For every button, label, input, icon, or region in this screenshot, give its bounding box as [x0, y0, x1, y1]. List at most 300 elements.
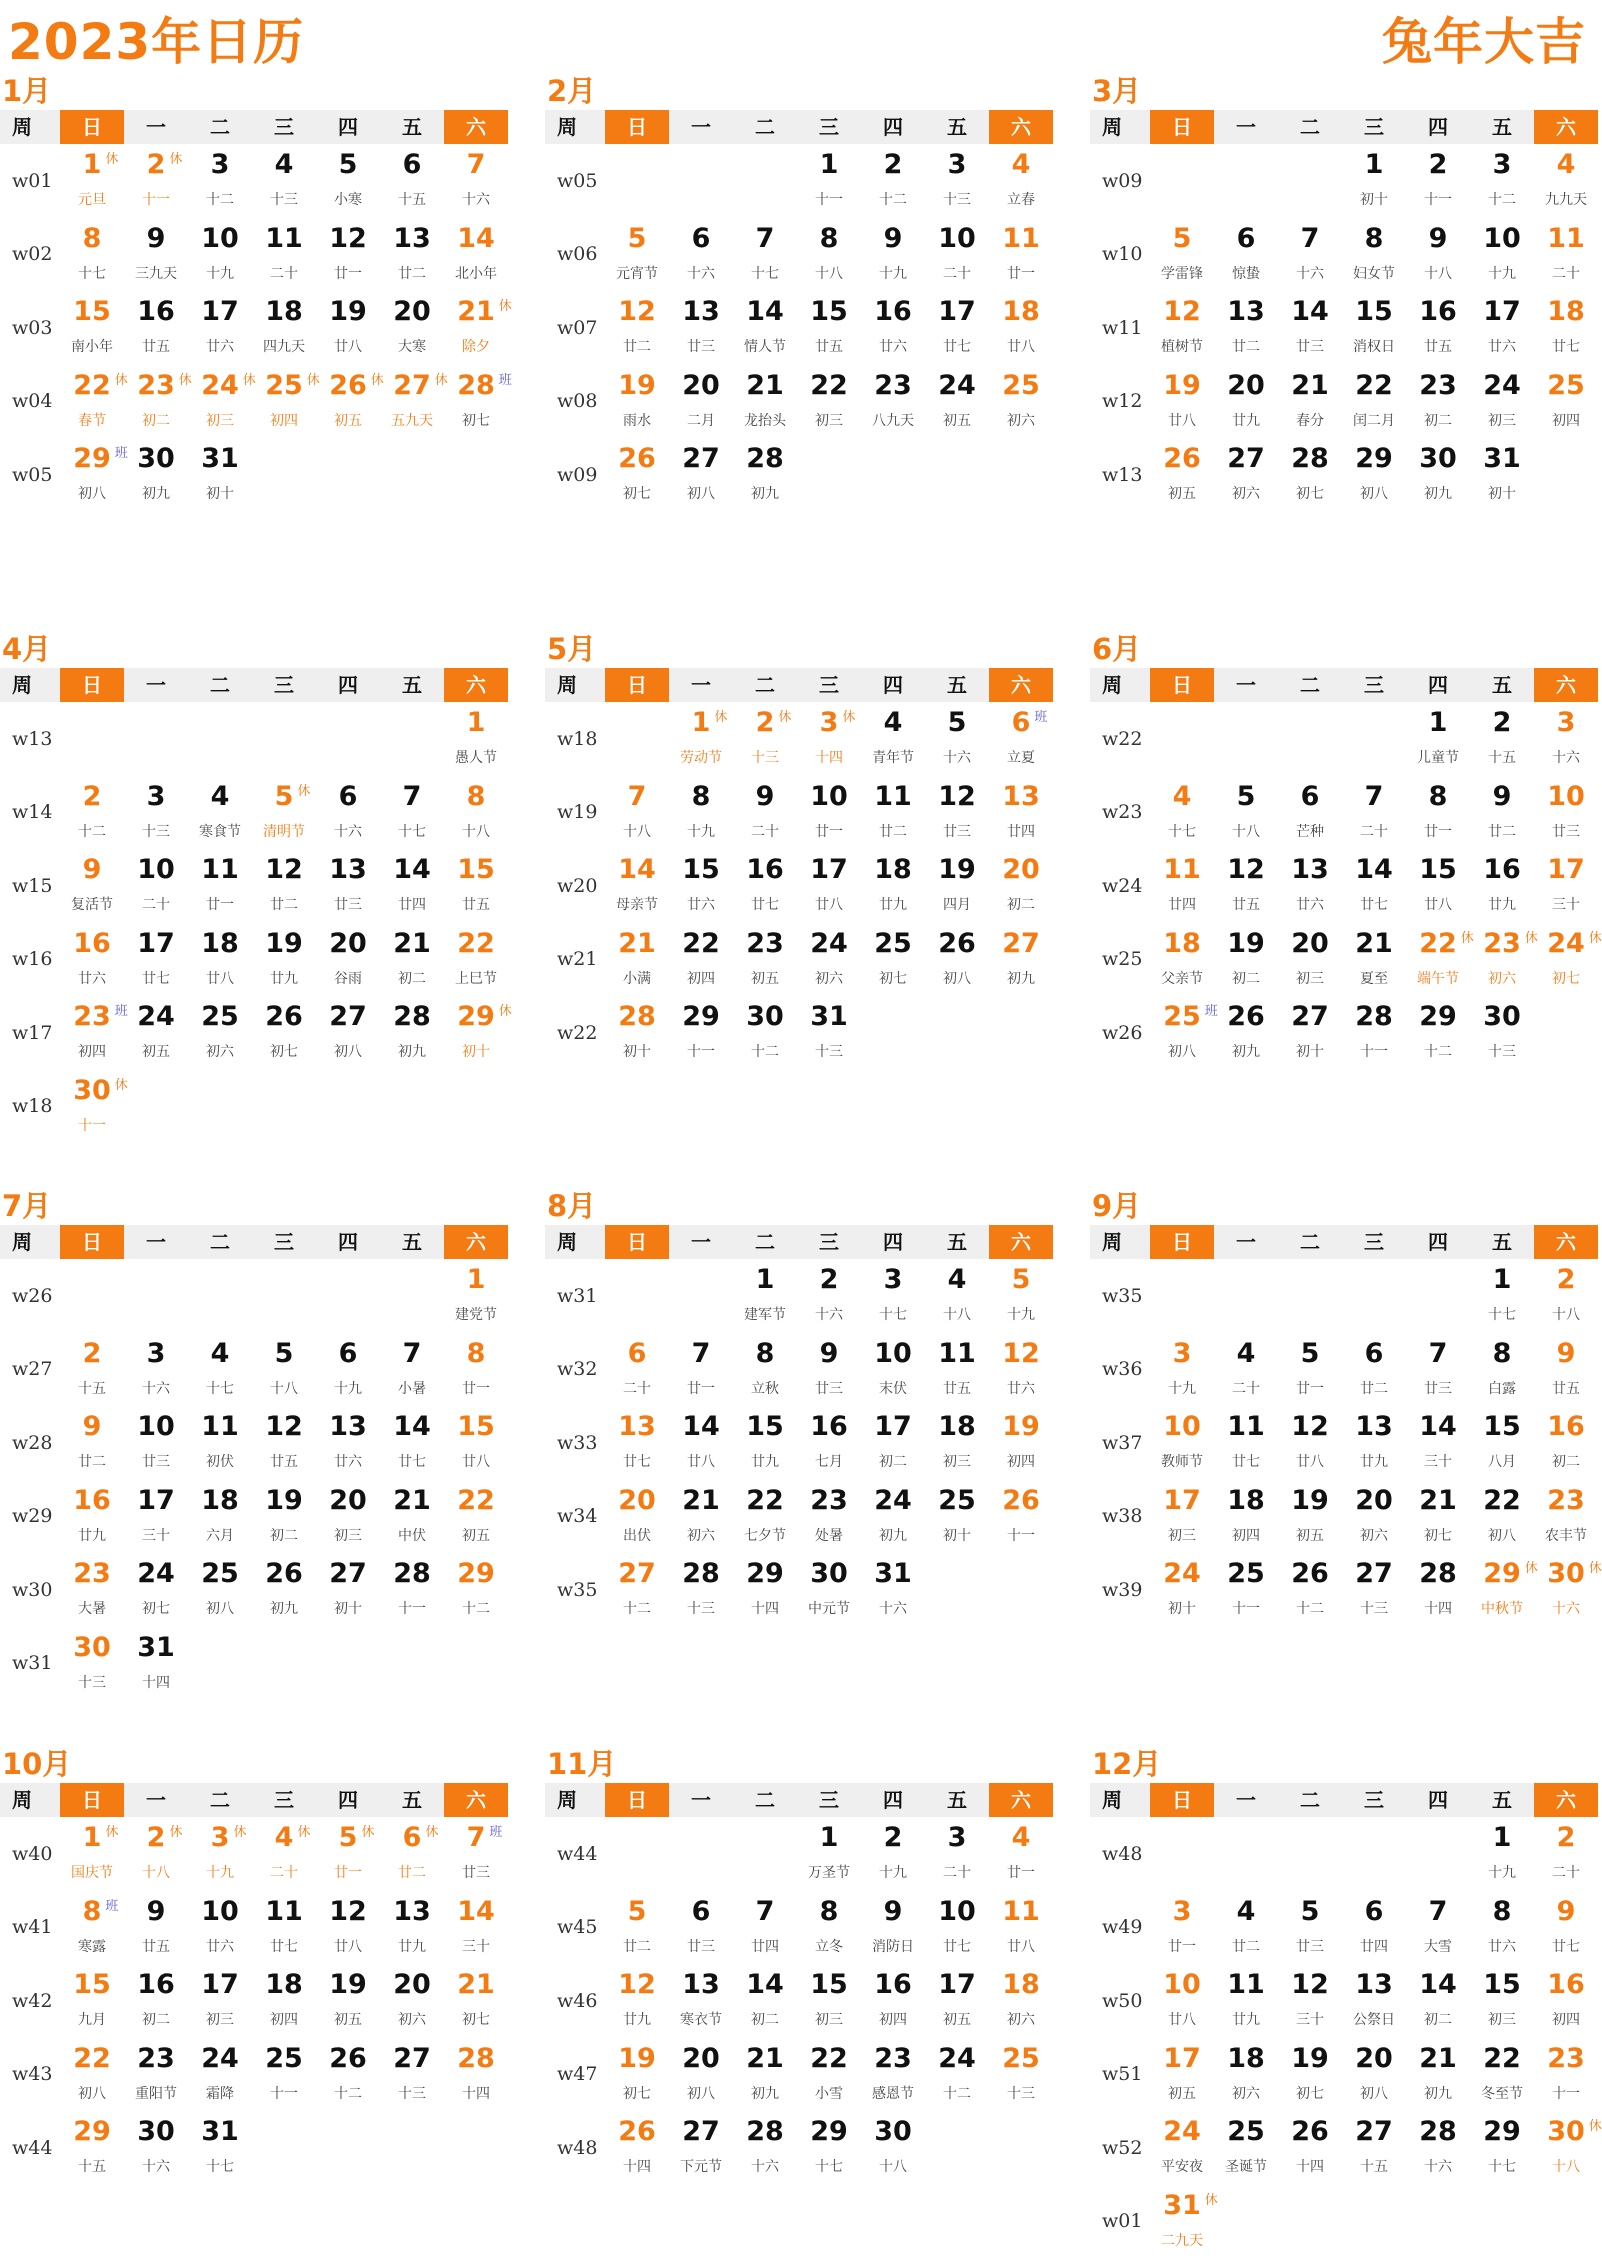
- day-cell[interactable]: [1150, 776, 1214, 850]
- day-cell[interactable]: [1406, 1480, 1470, 1554]
- day-cell[interactable]: [925, 1891, 989, 1965]
- day-cell[interactable]: [252, 365, 320, 439]
- day-cell[interactable]: [124, 1891, 188, 1965]
- day-cell[interactable]: [605, 218, 669, 292]
- day-cell[interactable]: [380, 1333, 444, 1407]
- day-cell[interactable]: [124, 1553, 188, 1627]
- day-cell[interactable]: [1534, 1817, 1598, 1891]
- day-cell[interactable]: [733, 1553, 797, 1627]
- day-cell[interactable]: [797, 849, 861, 923]
- day-cell[interactable]: [1470, 365, 1534, 439]
- day-cell[interactable]: [1214, 996, 1278, 1070]
- day-cell[interactable]: [1150, 1406, 1214, 1480]
- day-cell[interactable]: [925, 1333, 989, 1407]
- day-cell[interactable]: [925, 923, 989, 997]
- day-cell[interactable]: [60, 1553, 124, 1627]
- day-cell[interactable]: [733, 1333, 797, 1407]
- day-cell[interactable]: [1150, 996, 1218, 1070]
- day-cell[interactable]: [1470, 923, 1538, 997]
- day-cell[interactable]: [861, 1480, 925, 1554]
- day-cell[interactable]: [1150, 1333, 1214, 1407]
- day-cell[interactable]: [124, 996, 188, 1070]
- day-cell[interactable]: [60, 1333, 124, 1407]
- day-cell[interactable]: [1214, 2038, 1278, 2112]
- day-cell[interactable]: [669, 291, 733, 365]
- day-cell[interactable]: [669, 2038, 733, 2112]
- day-cell[interactable]: [380, 1817, 444, 1891]
- day-cell[interactable]: [1470, 702, 1534, 776]
- day-cell[interactable]: [188, 923, 252, 997]
- day-cell[interactable]: [60, 438, 128, 512]
- day-cell[interactable]: [316, 923, 380, 997]
- day-cell[interactable]: [380, 923, 444, 997]
- day-cell[interactable]: [1278, 923, 1342, 997]
- day-cell[interactable]: [1150, 2111, 1214, 2185]
- day-cell[interactable]: [669, 923, 733, 997]
- day-cell[interactable]: [797, 2111, 861, 2185]
- day-cell[interactable]: [60, 1627, 124, 1701]
- day-cell[interactable]: [669, 438, 733, 512]
- day-cell[interactable]: [1150, 1891, 1214, 1965]
- day-cell[interactable]: [1278, 2038, 1342, 2112]
- day-cell[interactable]: [124, 1480, 188, 1554]
- day-cell[interactable]: [669, 1964, 733, 2038]
- day-cell[interactable]: [188, 438, 252, 512]
- day-cell[interactable]: [605, 291, 669, 365]
- day-cell[interactable]: [252, 1817, 316, 1891]
- day-cell[interactable]: [1342, 1964, 1406, 2038]
- day-cell[interactable]: [1406, 144, 1470, 218]
- day-cell[interactable]: [188, 1480, 252, 1554]
- day-cell[interactable]: [1214, 1964, 1278, 2038]
- day-cell[interactable]: [605, 1480, 669, 1554]
- day-cell[interactable]: [1406, 1964, 1470, 2038]
- day-cell[interactable]: [444, 1406, 508, 1480]
- day-cell[interactable]: [316, 1406, 380, 1480]
- day-cell[interactable]: [1534, 1480, 1598, 1554]
- day-cell[interactable]: [60, 776, 124, 850]
- day-cell[interactable]: [1534, 291, 1598, 365]
- day-cell[interactable]: [861, 218, 925, 292]
- day-cell[interactable]: [925, 1406, 989, 1480]
- day-cell[interactable]: [1534, 923, 1602, 997]
- day-cell[interactable]: [669, 1553, 733, 1627]
- day-cell[interactable]: [797, 923, 861, 997]
- day-cell[interactable]: [252, 218, 316, 292]
- day-cell[interactable]: [605, 438, 669, 512]
- day-cell[interactable]: [316, 218, 380, 292]
- day-cell[interactable]: [1534, 144, 1598, 218]
- day-cell[interactable]: [669, 849, 733, 923]
- day-cell[interactable]: [1214, 1406, 1278, 1480]
- day-cell[interactable]: [733, 1964, 797, 2038]
- day-cell[interactable]: [861, 1891, 925, 1965]
- day-cell[interactable]: [1406, 1891, 1470, 1965]
- day-cell[interactable]: [316, 1553, 380, 1627]
- day-cell[interactable]: [989, 1964, 1053, 2038]
- day-cell[interactable]: [252, 1406, 316, 1480]
- day-cell[interactable]: [1278, 218, 1342, 292]
- day-cell[interactable]: [605, 776, 669, 850]
- day-cell[interactable]: [1534, 702, 1598, 776]
- day-cell[interactable]: [605, 2038, 669, 2112]
- day-cell[interactable]: [925, 144, 989, 218]
- day-cell[interactable]: [188, 1817, 252, 1891]
- day-cell[interactable]: [1342, 218, 1406, 292]
- day-cell[interactable]: [1342, 365, 1406, 439]
- day-cell[interactable]: [797, 1891, 861, 1965]
- day-cell[interactable]: [60, 996, 128, 1070]
- day-cell[interactable]: [1406, 2111, 1470, 2185]
- day-cell[interactable]: [1214, 1891, 1278, 1965]
- day-cell[interactable]: [1342, 1891, 1406, 1965]
- day-cell[interactable]: [444, 365, 512, 439]
- day-cell[interactable]: [1470, 438, 1534, 512]
- day-cell[interactable]: [733, 1480, 797, 1554]
- day-cell[interactable]: [124, 2111, 188, 2185]
- day-cell[interactable]: [925, 1817, 989, 1891]
- day-cell[interactable]: [380, 996, 444, 1070]
- day-cell[interactable]: [252, 776, 316, 850]
- day-cell[interactable]: [380, 1964, 444, 2038]
- day-cell[interactable]: [989, 1817, 1053, 1891]
- day-cell[interactable]: [60, 144, 124, 218]
- day-cell[interactable]: [605, 2111, 669, 2185]
- day-cell[interactable]: [797, 1553, 861, 1627]
- day-cell[interactable]: [124, 1333, 188, 1407]
- day-cell[interactable]: [1278, 1553, 1342, 1627]
- day-cell[interactable]: [380, 291, 444, 365]
- day-cell[interactable]: [316, 1333, 380, 1407]
- day-cell[interactable]: [60, 365, 128, 439]
- day-cell[interactable]: [124, 365, 192, 439]
- day-cell[interactable]: [733, 218, 797, 292]
- day-cell[interactable]: [733, 2111, 797, 2185]
- day-cell[interactable]: [861, 1406, 925, 1480]
- day-cell[interactable]: [444, 1333, 508, 1407]
- day-cell[interactable]: [605, 1333, 669, 1407]
- day-cell[interactable]: [1278, 1333, 1342, 1407]
- day-cell[interactable]: [1470, 1406, 1534, 1480]
- day-cell[interactable]: [925, 2038, 989, 2112]
- day-cell[interactable]: [252, 1964, 316, 2038]
- day-cell[interactable]: [797, 2038, 861, 2112]
- day-cell[interactable]: [861, 1553, 925, 1627]
- day-cell[interactable]: [1406, 702, 1470, 776]
- day-cell[interactable]: [1342, 849, 1406, 923]
- day-cell[interactable]: [797, 144, 861, 218]
- day-cell[interactable]: [1470, 849, 1534, 923]
- day-cell[interactable]: [797, 996, 861, 1070]
- day-cell[interactable]: [124, 1406, 188, 1480]
- day-cell[interactable]: [797, 1964, 861, 2038]
- day-cell[interactable]: [316, 1891, 380, 1965]
- day-cell[interactable]: [60, 1817, 124, 1891]
- day-cell[interactable]: [1470, 1964, 1534, 2038]
- day-cell[interactable]: [1470, 996, 1534, 1070]
- day-cell[interactable]: [1278, 2111, 1342, 2185]
- day-cell[interactable]: [733, 776, 797, 850]
- day-cell[interactable]: [797, 776, 861, 850]
- day-cell[interactable]: [989, 923, 1053, 997]
- day-cell[interactable]: [1342, 144, 1406, 218]
- day-cell[interactable]: [380, 849, 444, 923]
- day-cell[interactable]: [925, 1480, 989, 1554]
- day-cell[interactable]: [989, 849, 1053, 923]
- day-cell[interactable]: [989, 1480, 1053, 1554]
- day-cell[interactable]: [1534, 218, 1598, 292]
- day-cell[interactable]: [733, 702, 797, 776]
- day-cell[interactable]: [380, 218, 444, 292]
- day-cell[interactable]: [797, 218, 861, 292]
- day-cell[interactable]: [380, 1553, 444, 1627]
- day-cell[interactable]: [1470, 2111, 1534, 2185]
- day-cell[interactable]: [1534, 2111, 1602, 2185]
- day-cell[interactable]: [1150, 438, 1214, 512]
- day-cell[interactable]: [1342, 1480, 1406, 1554]
- day-cell[interactable]: [861, 144, 925, 218]
- day-cell[interactable]: [1470, 776, 1534, 850]
- day-cell[interactable]: [669, 218, 733, 292]
- day-cell[interactable]: [124, 1817, 188, 1891]
- day-cell[interactable]: [733, 1406, 797, 1480]
- day-cell[interactable]: [1470, 1891, 1534, 1965]
- day-cell[interactable]: [60, 923, 124, 997]
- day-cell[interactable]: [1150, 365, 1214, 439]
- day-cell[interactable]: [188, 996, 252, 1070]
- day-cell[interactable]: [1278, 438, 1342, 512]
- day-cell[interactable]: [925, 218, 989, 292]
- day-cell[interactable]: [1470, 291, 1534, 365]
- day-cell[interactable]: [669, 996, 733, 1070]
- day-cell[interactable]: [861, 291, 925, 365]
- day-cell[interactable]: [925, 1259, 989, 1333]
- day-cell[interactable]: [1342, 2038, 1406, 2112]
- day-cell[interactable]: [925, 1964, 989, 2038]
- day-cell[interactable]: [444, 144, 508, 218]
- day-cell[interactable]: [188, 144, 252, 218]
- day-cell[interactable]: [605, 1406, 669, 1480]
- day-cell[interactable]: [444, 1480, 508, 1554]
- day-cell[interactable]: [1406, 218, 1470, 292]
- day-cell[interactable]: [1150, 923, 1214, 997]
- day-cell[interactable]: [124, 849, 188, 923]
- day-cell[interactable]: [1406, 923, 1474, 997]
- day-cell[interactable]: [252, 849, 316, 923]
- day-cell[interactable]: [669, 776, 733, 850]
- day-cell[interactable]: [1214, 1333, 1278, 1407]
- day-cell[interactable]: [1278, 291, 1342, 365]
- day-cell[interactable]: [1342, 1553, 1406, 1627]
- day-cell[interactable]: [1278, 1964, 1342, 2038]
- day-cell[interactable]: [188, 291, 252, 365]
- day-cell[interactable]: [989, 1891, 1053, 1965]
- day-cell[interactable]: [797, 702, 861, 776]
- day-cell[interactable]: [1470, 144, 1534, 218]
- day-cell[interactable]: [1406, 365, 1470, 439]
- day-cell[interactable]: [989, 2038, 1053, 2112]
- day-cell[interactable]: [1534, 1333, 1598, 1407]
- day-cell[interactable]: [733, 365, 797, 439]
- day-cell[interactable]: [124, 291, 188, 365]
- day-cell[interactable]: [1534, 365, 1598, 439]
- day-cell[interactable]: [1406, 776, 1470, 850]
- day-cell[interactable]: [1214, 291, 1278, 365]
- day-cell[interactable]: [989, 291, 1053, 365]
- day-cell[interactable]: [605, 1553, 669, 1627]
- day-cell[interactable]: [1214, 365, 1278, 439]
- day-cell[interactable]: [797, 1480, 861, 1554]
- day-cell[interactable]: [605, 365, 669, 439]
- day-cell[interactable]: [316, 1817, 380, 1891]
- day-cell[interactable]: [316, 1480, 380, 1554]
- day-cell[interactable]: [605, 849, 669, 923]
- day-cell[interactable]: [1214, 438, 1278, 512]
- day-cell[interactable]: [1150, 1553, 1214, 1627]
- day-cell[interactable]: [797, 1259, 861, 1333]
- day-cell[interactable]: [444, 996, 512, 1070]
- day-cell[interactable]: [316, 776, 380, 850]
- day-cell[interactable]: [188, 1891, 252, 1965]
- day-cell[interactable]: [1406, 1406, 1470, 1480]
- day-cell[interactable]: [1534, 2038, 1598, 2112]
- day-cell[interactable]: [1150, 2185, 1218, 2258]
- day-cell[interactable]: [1214, 923, 1278, 997]
- day-cell[interactable]: [444, 2038, 508, 2112]
- day-cell[interactable]: [733, 2038, 797, 2112]
- day-cell[interactable]: [444, 291, 512, 365]
- day-cell[interactable]: [188, 776, 252, 850]
- day-cell[interactable]: [733, 996, 797, 1070]
- day-cell[interactable]: [1342, 1333, 1406, 1407]
- day-cell[interactable]: [1470, 1333, 1534, 1407]
- day-cell[interactable]: [1406, 849, 1470, 923]
- day-cell[interactable]: [989, 365, 1053, 439]
- day-cell[interactable]: [188, 2038, 252, 2112]
- day-cell[interactable]: [1342, 2111, 1406, 2185]
- day-cell[interactable]: [252, 996, 316, 1070]
- day-cell[interactable]: [1470, 1553, 1538, 1627]
- day-cell[interactable]: [1534, 1891, 1598, 1965]
- day-cell[interactable]: [1470, 1817, 1534, 1891]
- day-cell[interactable]: [316, 144, 380, 218]
- day-cell[interactable]: [669, 2111, 733, 2185]
- day-cell[interactable]: [1278, 1406, 1342, 1480]
- day-cell[interactable]: [444, 923, 508, 997]
- day-cell[interactable]: [252, 2038, 316, 2112]
- day-cell[interactable]: [669, 1333, 733, 1407]
- day-cell[interactable]: [1150, 849, 1214, 923]
- day-cell[interactable]: [60, 1406, 124, 1480]
- day-cell[interactable]: [124, 1627, 188, 1701]
- day-cell[interactable]: [60, 1480, 124, 1554]
- day-cell[interactable]: [1214, 218, 1278, 292]
- day-cell[interactable]: [797, 1817, 861, 1891]
- day-cell[interactable]: [1406, 291, 1470, 365]
- day-cell[interactable]: [1470, 2038, 1534, 2112]
- day-cell[interactable]: [733, 1891, 797, 1965]
- day-cell[interactable]: [1470, 218, 1534, 292]
- day-cell[interactable]: [188, 365, 256, 439]
- day-cell[interactable]: [1150, 291, 1214, 365]
- day-cell[interactable]: [669, 1891, 733, 1965]
- day-cell[interactable]: [380, 776, 444, 850]
- day-cell[interactable]: [188, 218, 252, 292]
- day-cell[interactable]: [861, 1817, 925, 1891]
- day-cell[interactable]: [1342, 923, 1406, 997]
- day-cell[interactable]: [188, 1333, 252, 1407]
- day-cell[interactable]: [316, 365, 384, 439]
- day-cell[interactable]: [925, 365, 989, 439]
- day-cell[interactable]: [797, 365, 861, 439]
- day-cell[interactable]: [1406, 1333, 1470, 1407]
- day-cell[interactable]: [733, 1259, 797, 1333]
- day-cell[interactable]: [444, 1817, 508, 1891]
- day-cell[interactable]: [124, 923, 188, 997]
- day-cell[interactable]: [925, 849, 989, 923]
- day-cell[interactable]: [1534, 849, 1598, 923]
- day-cell[interactable]: [124, 438, 188, 512]
- day-cell[interactable]: [1470, 1480, 1534, 1554]
- day-cell[interactable]: [1534, 1259, 1598, 1333]
- day-cell[interactable]: [60, 1891, 124, 1965]
- day-cell[interactable]: [444, 776, 508, 850]
- day-cell[interactable]: [797, 1406, 861, 1480]
- day-cell[interactable]: [1470, 1259, 1534, 1333]
- day-cell[interactable]: [188, 1964, 252, 2038]
- day-cell[interactable]: [989, 1259, 1053, 1333]
- day-cell[interactable]: [797, 291, 861, 365]
- day-cell[interactable]: [60, 1964, 124, 2038]
- day-cell[interactable]: [1278, 776, 1342, 850]
- day-cell[interactable]: [252, 291, 316, 365]
- day-cell[interactable]: [1534, 1406, 1598, 1480]
- day-cell[interactable]: [861, 1964, 925, 2038]
- day-cell[interactable]: [444, 1259, 508, 1333]
- day-cell[interactable]: [1214, 1480, 1278, 1554]
- day-cell[interactable]: [380, 144, 444, 218]
- day-cell[interactable]: [1278, 1480, 1342, 1554]
- day-cell[interactable]: [444, 1891, 508, 1965]
- day-cell[interactable]: [316, 2038, 380, 2112]
- day-cell[interactable]: [1278, 996, 1342, 1070]
- day-cell[interactable]: [1278, 849, 1342, 923]
- day-cell[interactable]: [124, 1964, 188, 2038]
- day-cell[interactable]: [1150, 218, 1214, 292]
- day-cell[interactable]: [316, 996, 380, 1070]
- day-cell[interactable]: [861, 776, 925, 850]
- day-cell[interactable]: [1342, 996, 1406, 1070]
- day-cell[interactable]: [861, 365, 925, 439]
- day-cell[interactable]: [989, 1333, 1053, 1407]
- day-cell[interactable]: [1150, 1964, 1214, 2038]
- day-cell[interactable]: [1214, 2111, 1278, 2185]
- day-cell[interactable]: [1406, 2038, 1470, 2112]
- day-cell[interactable]: [1342, 776, 1406, 850]
- day-cell[interactable]: [1342, 1406, 1406, 1480]
- day-cell[interactable]: [124, 776, 188, 850]
- day-cell[interactable]: [444, 218, 508, 292]
- day-cell[interactable]: [605, 1891, 669, 1965]
- day-cell[interactable]: [60, 291, 124, 365]
- day-cell[interactable]: [252, 1553, 316, 1627]
- day-cell[interactable]: [188, 1553, 252, 1627]
- day-cell[interactable]: [1278, 365, 1342, 439]
- day-cell[interactable]: [316, 291, 380, 365]
- day-cell[interactable]: [380, 2038, 444, 2112]
- day-cell[interactable]: [1342, 291, 1406, 365]
- day-cell[interactable]: [316, 849, 380, 923]
